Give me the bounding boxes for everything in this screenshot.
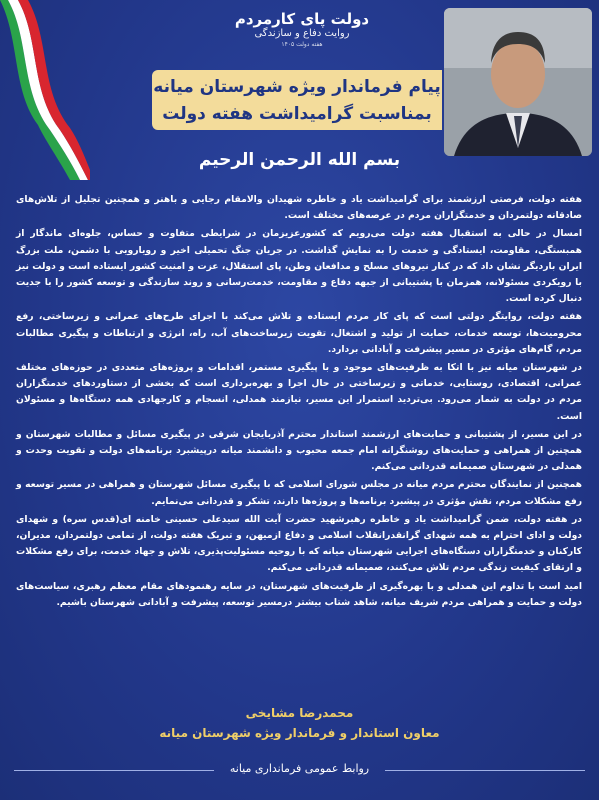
signature-title: معاون استاندار و فرماندار ویژه شهرستان میانه bbox=[159, 726, 440, 740]
logo-title: دولت پای کارمردم bbox=[234, 10, 370, 28]
paragraph: در این مسیر، از پشتیبانی و حمایت‌های ارزشمند استاندار محترم آذربایجان شرقی در پیگیری مسائل و مطالبات شهرستان و همچنین از همراهی و حمایت‌های روشنگرانه امام جمعه محبوب و دانشمند میانه درپیشبرد برنامه‌های دولت و تقویت وحدت و همدلی در شهرستان صمیمانه قدردانی می‌کنم. bbox=[16, 428, 582, 473]
bismillah-heading: بسم الله الرحمن الرحیم bbox=[198, 150, 401, 170]
signature-name: محمدرضا مشایخی bbox=[245, 706, 354, 720]
message-body bbox=[16, 192, 582, 613]
paragraph: در شهرستان میانه نیز با اتکا به ظرفیت‌های موجود و با پیگیری مستمر، اقدامات و پروژه‌های متعددی در حوزه‌های مختلف عمرانی، اقتصادی، روستایی، خدماتی و زیرساختی در حال اجرا و بهره‌برداری است که بخشی از دستاوردهای خدمتگزاران مردم در دولت به شمار می‌رود. بی‌تردید استمرار این مسیر، نیازمند همدلی، انسجام و کارجهادی همه دستگاه‌ها و مسئولان است. bbox=[16, 362, 582, 422]
paragraph: در هفته دولت، ضمن گرامیداشت یاد و خاطره رهبرشهید حضرت آیت الله سیدعلی حسینی خامنه ای(قدس سره) و شهدای دولت و ادای احترام به همه شهدای گرانقدرانقلاب اسلامی و دفاع ازمیهن، و تبریک هفته دولت، از تمامی دولتمردان، مدیران، کارکنان و خدمتگزاران دستگاه‌های اجرایی شهرستان میانه که با روحیه مسئولیت‌پذیری، تلاش و جهاد خدمت، برای رفع مشکلات و ارتقای کیفیت زندگی مردم تلاش می‌کنند، صمیمانه قدردانی می‌کنم. bbox=[15, 513, 582, 574]
governor-photo bbox=[444, 8, 592, 156]
paragraph: امید است با تداوم این همدلی و با بهره‌گیری از ظرفیت‌های شهرستان، در سایه رهنمودهای مقام معظم رهبری، سیاست‌های دولت و حمایت و همراهی مردم شریف میانه، شاهد شتاب بیشتر درمسیر توسعه، پیشرفت و آبادانی شهرستان باشیم. bbox=[16, 580, 582, 608]
logo-caption: هفته دولت ۱۴۰۵ bbox=[281, 41, 323, 48]
paragraph: هفته دولت، روایتگر دولتی است که پای کار مردم ایستاده و تلاش می‌کند با اجرای طرح‌های عمرانی و زیرساختی، رفع محرومیت‌ها، توسعه خدمات، حمایت از تولید و اشتغال، تقویت زیرساخت‌های آب، راه، انرژی و ارتباطات و پیگیری مطالبات مردم، گام‌های مؤثری در مسیر پیشرفت و آبادانی بردارد. bbox=[16, 311, 582, 355]
logo-subtitle: روایت دفاع و سازندگی bbox=[254, 28, 350, 39]
banner-title: پیام فرماندار ویژه شهرستان میانه bbox=[153, 77, 441, 97]
paragraph: امسال در حالی به استقبال هفته دولت می‌رویم که کشورعزیزمان در شرایطی متفاوت و حساس، جلوه‌ای ماندگار از همبستگی، مقاومت، ایستادگی و خدمت را به نمایش گذاشت. در جریان جنگ تحمیلی اخیر و رویارویی با دشمن، ملت بزرگ ایران باردیگر نشان داد که در کنار نیروهای مسلح و مدافعان وطن، پای استقلال، عزت و امنیت کشور ایستاده است و دولت نیز با رویکردی مسئولانه، همزمان با پشتیبانی از جبهه دفاع و مقاومت، خدمت‌رسانی و روند سازندگی و توسعه کشور را با جدیت دنبال کرده است. bbox=[16, 228, 582, 305]
paragraph: همچنین از نمایندگان محترم مردم میانه در مجلس شورای اسلامی که با پیگیری مسائل شهرستان و همراهی در مسیر توسعه و رفع مشکلات مردم، نقش مؤثری در پیشبرد برنامه‌ها و پروژه‌ها دارند، تشکر و قدردانی می‌نمایم. bbox=[16, 479, 582, 507]
footer-credit: روابط عمومی فرمانداری میانه bbox=[229, 762, 370, 775]
paragraph: هفته دولت، فرصتی ارزشمند برای گرامیداشت یاد و خاطره شهیدان والامقام رجایی و باهنر و همچنین تجلیل از تلاش‌های صادقانه دولتمردان و خدمتگزاران مردم در عرصه‌های مختلف است. bbox=[16, 194, 582, 222]
banner-subtitle: بمناسبت گرامیداشت هفته دولت bbox=[162, 104, 432, 124]
title-banner bbox=[152, 70, 442, 130]
logo bbox=[232, 10, 372, 49]
